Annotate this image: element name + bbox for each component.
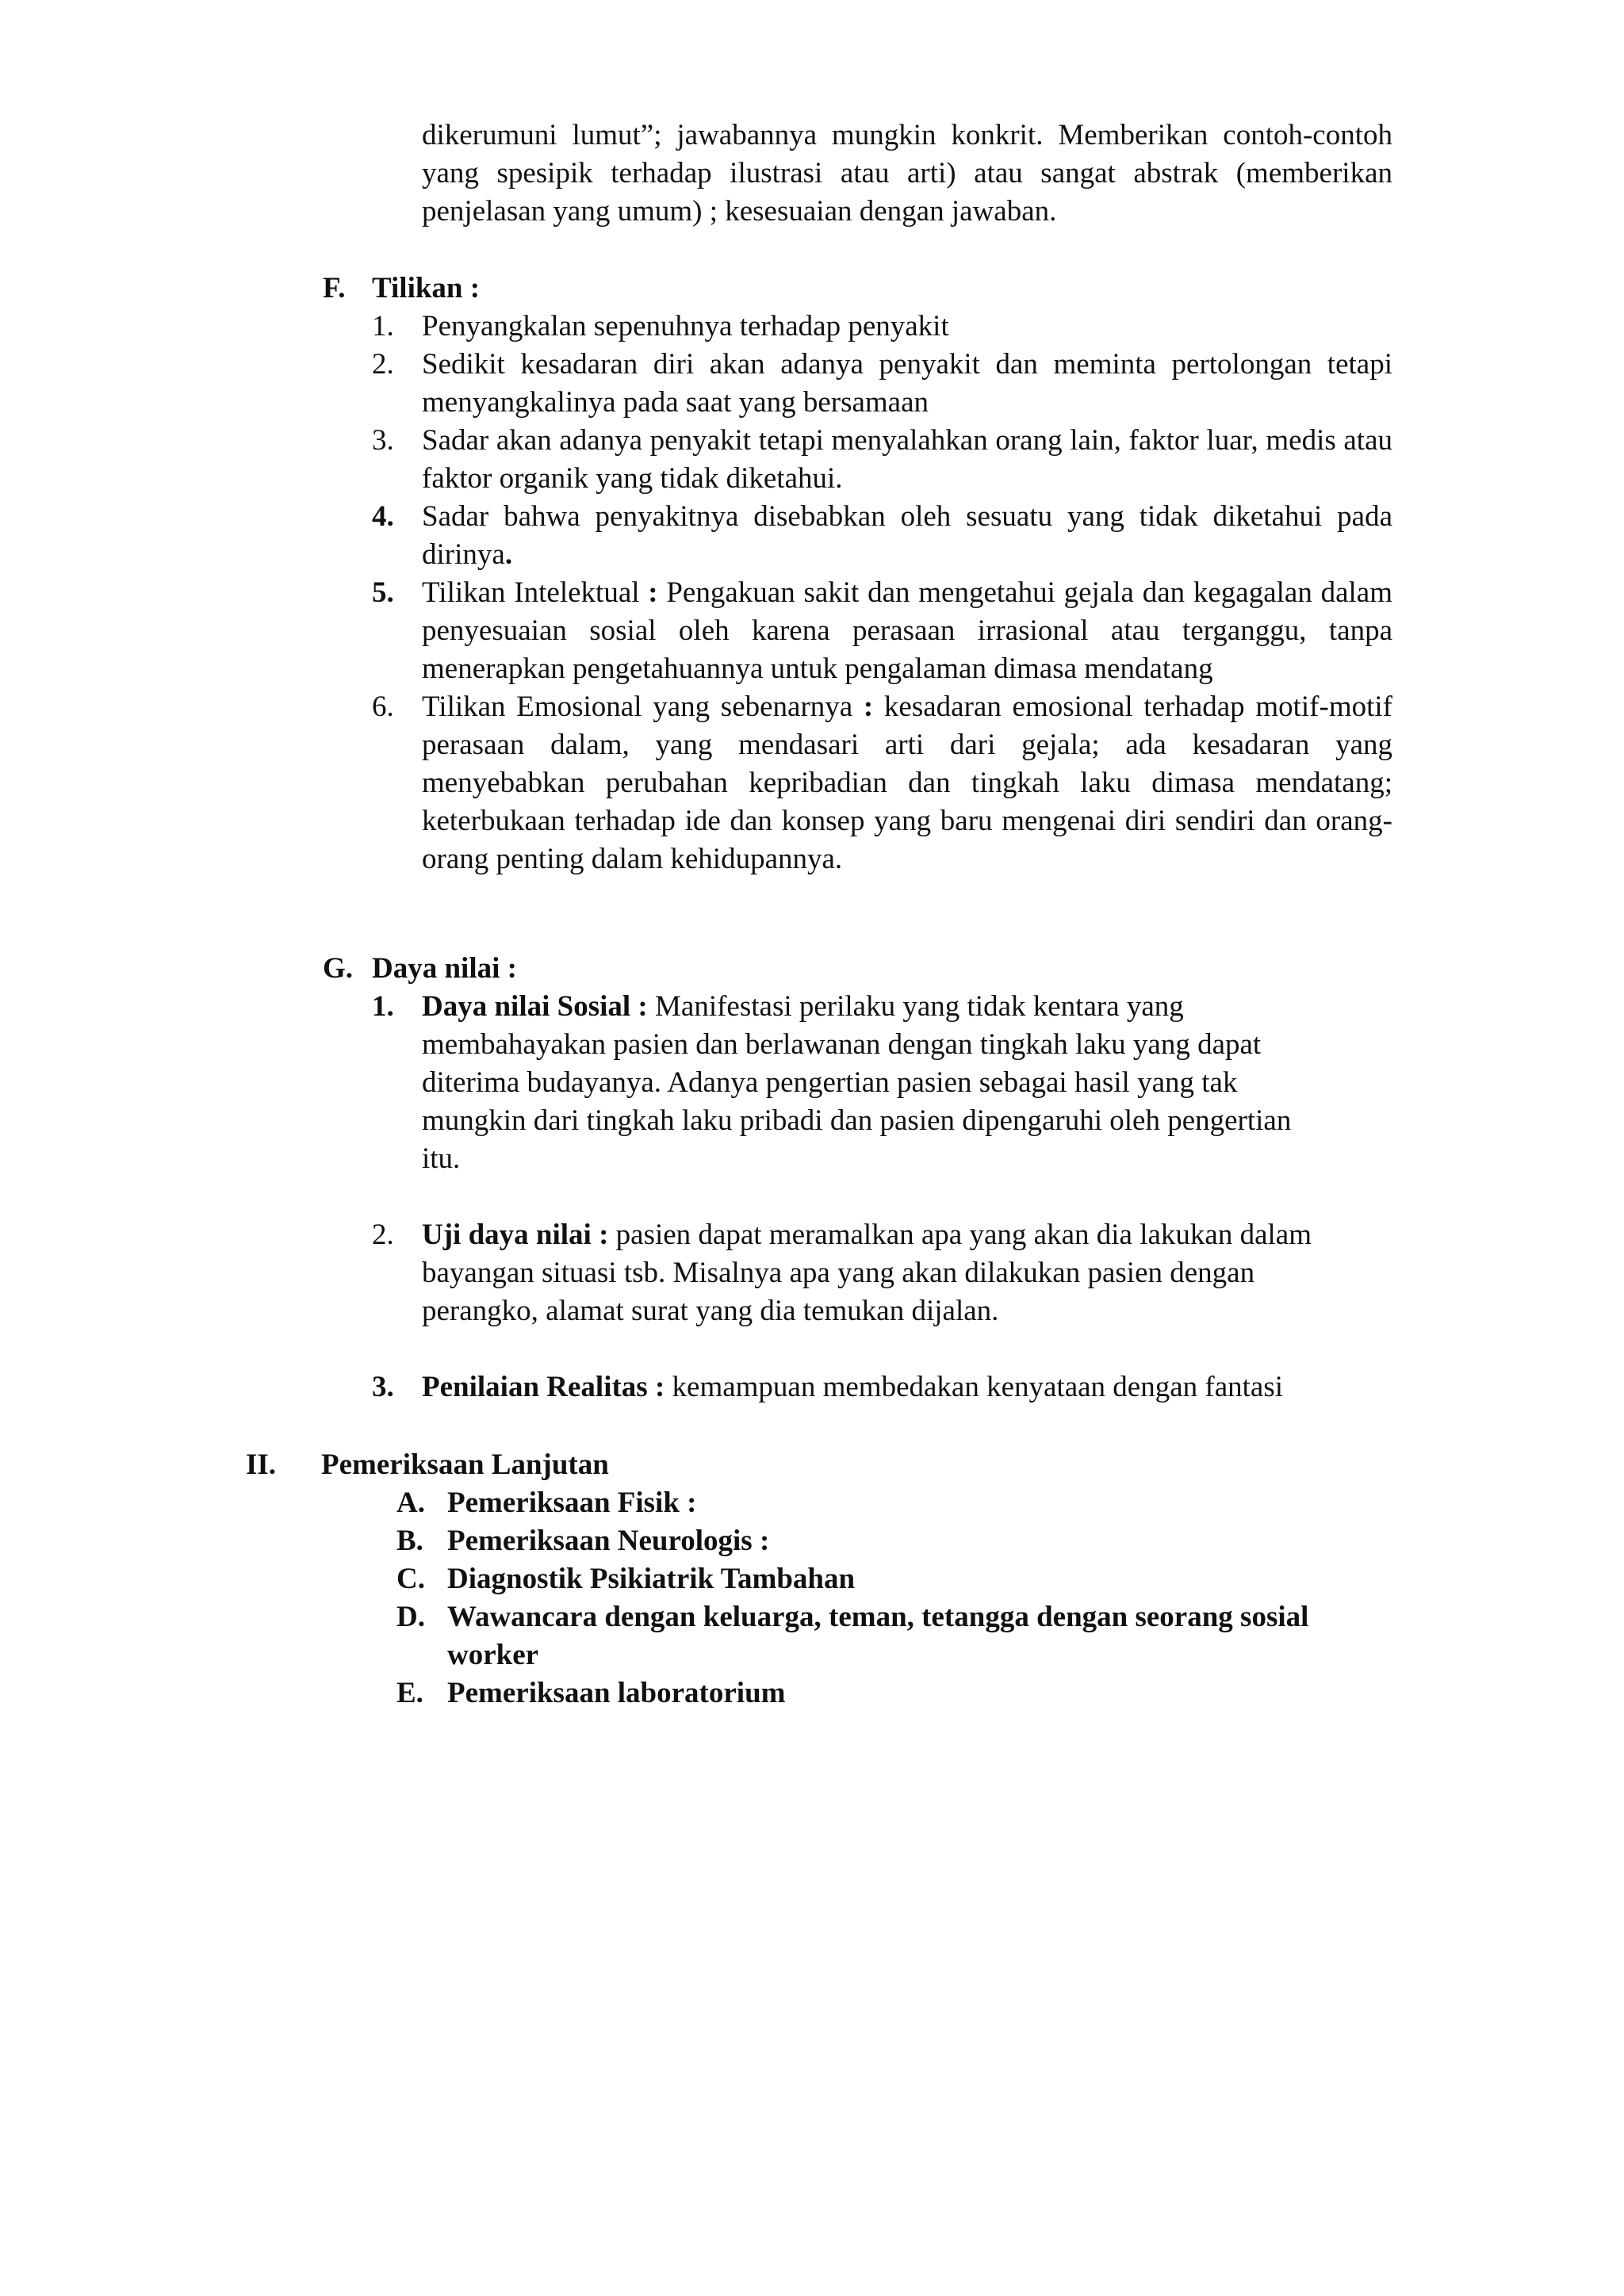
item-text: Sadar bahwa penyakitnya disebabkan oleh sesuatu yang tidak diketahui pada dirinya bbox=[422, 500, 1392, 571]
section-ii-list bbox=[396, 1484, 1348, 1712]
item-trailing-period: . bbox=[504, 538, 513, 571]
section-f-list bbox=[372, 308, 1392, 878]
item-text: kemampuan membedakan kenyataan dengan fantasi bbox=[665, 1371, 1284, 1403]
item-letter: A. bbox=[396, 1487, 425, 1519]
list-item bbox=[372, 422, 1392, 498]
list-item bbox=[372, 498, 1392, 574]
list-item bbox=[396, 1560, 1348, 1598]
item-text: Sadar akan adanya penyakit tetapi menyalahkan orang lain, faktor luar, medis atau faktor organik yang tidak diketahui. bbox=[422, 424, 1392, 495]
item-lead: Uji daya nilai : bbox=[422, 1219, 609, 1251]
item-letter: C. bbox=[396, 1563, 425, 1595]
item-number: 3. bbox=[372, 1371, 394, 1403]
item-text: Pemeriksaan Fisik : bbox=[447, 1487, 697, 1519]
item-number: 2. bbox=[372, 1219, 394, 1251]
section-f-letter: F. bbox=[323, 272, 346, 304]
section-f-title: Tilikan : bbox=[372, 272, 481, 304]
intro-paragraph-text: dikerumuni lumut”; jawabannya mungkin konkrit. Memberikan contoh-contoh yang spesipik terhadap ilustrasi atau arti) atau sangat abstrak (memberikan penjelasan yang umum) ; kesesuaian dengan jawaban. bbox=[422, 119, 1392, 228]
item-letter: E. bbox=[396, 1677, 423, 1709]
list-item bbox=[372, 346, 1392, 422]
item-text: Pemeriksaan laboratorium bbox=[447, 1677, 786, 1709]
item-text: pasien dapat meramalkan apa yang akan dia lakukan dalam bayangan situasi tsb. Misalnya apa yang akan dilakukan pasien dengan perangko, alamat surat yang dia temukan dijalan. bbox=[422, 1219, 1312, 1327]
item-number: 5. bbox=[372, 576, 394, 609]
section-ii-title: Pemeriksaan Lanjutan bbox=[321, 1448, 609, 1481]
section-g-heading bbox=[323, 950, 517, 988]
item-lead: Tilikan Emosional yang sebenarnya bbox=[422, 691, 853, 723]
list-item bbox=[372, 688, 1392, 878]
item-lead: Penilaian Realitas : bbox=[422, 1371, 665, 1403]
list-item bbox=[396, 1598, 1367, 1674]
section-g-title: Daya nilai : bbox=[372, 952, 517, 985]
item-letter: B. bbox=[396, 1525, 423, 1557]
item-text: kesadaran emosional terhadap motif-motif perasaan dalam, yang mendasari arti dari gejala; ada kesadaran yang menyebabkan perubahan kepribadian dan tingkah laku dimasa mendatang; keterbukaan terhadap ide dan konsep yang baru mengenai diri sendiri dan orang-orang penting dalam kehidupannya. bbox=[422, 691, 1392, 875]
item-number: 1. bbox=[372, 990, 394, 1023]
section-f-heading bbox=[323, 270, 480, 308]
intro-paragraph bbox=[422, 117, 1392, 231]
item-number: 1. bbox=[372, 310, 394, 342]
item-number: 2. bbox=[372, 348, 394, 381]
item-number: 6. bbox=[372, 691, 394, 723]
list-item bbox=[372, 1216, 1334, 1330]
list-item bbox=[372, 1368, 1392, 1406]
item-text: Pemeriksaan Neurologis : bbox=[447, 1525, 770, 1557]
item-text: Penyangkalan sepenuhnya terhadap penyakit bbox=[422, 310, 949, 342]
item-text: Pengakuan sakit dan mengetahui gejala dan kegagalan dalam penyesuaian sosial oleh karena perasaan irrasional atau terganggu, tanpa menerapkan pengetahuannya untuk pengalaman dimasa mendatang bbox=[422, 576, 1392, 685]
item-lead: Daya nilai Sosial : bbox=[422, 990, 648, 1023]
list-item bbox=[396, 1522, 1348, 1560]
item-text: Sedikit kesadaran diri akan adanya penyakit dan meminta pertolongan tetapi menyangkalinya pada saat yang bersamaan bbox=[422, 348, 1392, 419]
section-g-list bbox=[372, 988, 1392, 1406]
list-item bbox=[396, 1484, 1348, 1522]
list-item bbox=[372, 308, 1392, 346]
list-item bbox=[396, 1674, 1348, 1712]
section-g-letter: G. bbox=[323, 952, 354, 985]
list-item bbox=[372, 988, 1334, 1178]
item-letter: D. bbox=[396, 1601, 425, 1633]
item-separator: : bbox=[639, 576, 667, 609]
item-lead: Tilikan Intelektual bbox=[422, 576, 640, 609]
item-text: Diagnostik Psikiatrik Tambahan bbox=[447, 1563, 856, 1595]
item-text: Manifestasi perilaku yang tidak kentara yang membahayakan pasien dan berlawanan dengan tingkah laku yang dapat diterima budayanya. Adanya pengertian pasien sebagai hasil yang tak mungkin dari tingkah laku pribadi dan pasien dipengaruhi oleh pengertian itu. bbox=[422, 990, 1292, 1175]
item-text: Wawancara dengan keluarga, teman, tetangga dengan seorang sosial worker bbox=[447, 1601, 1309, 1671]
item-number: 3. bbox=[372, 424, 394, 457]
item-separator: : bbox=[852, 691, 884, 723]
section-ii-label: II. bbox=[246, 1448, 277, 1481]
list-item bbox=[372, 574, 1392, 688]
item-number: 4. bbox=[372, 500, 394, 533]
